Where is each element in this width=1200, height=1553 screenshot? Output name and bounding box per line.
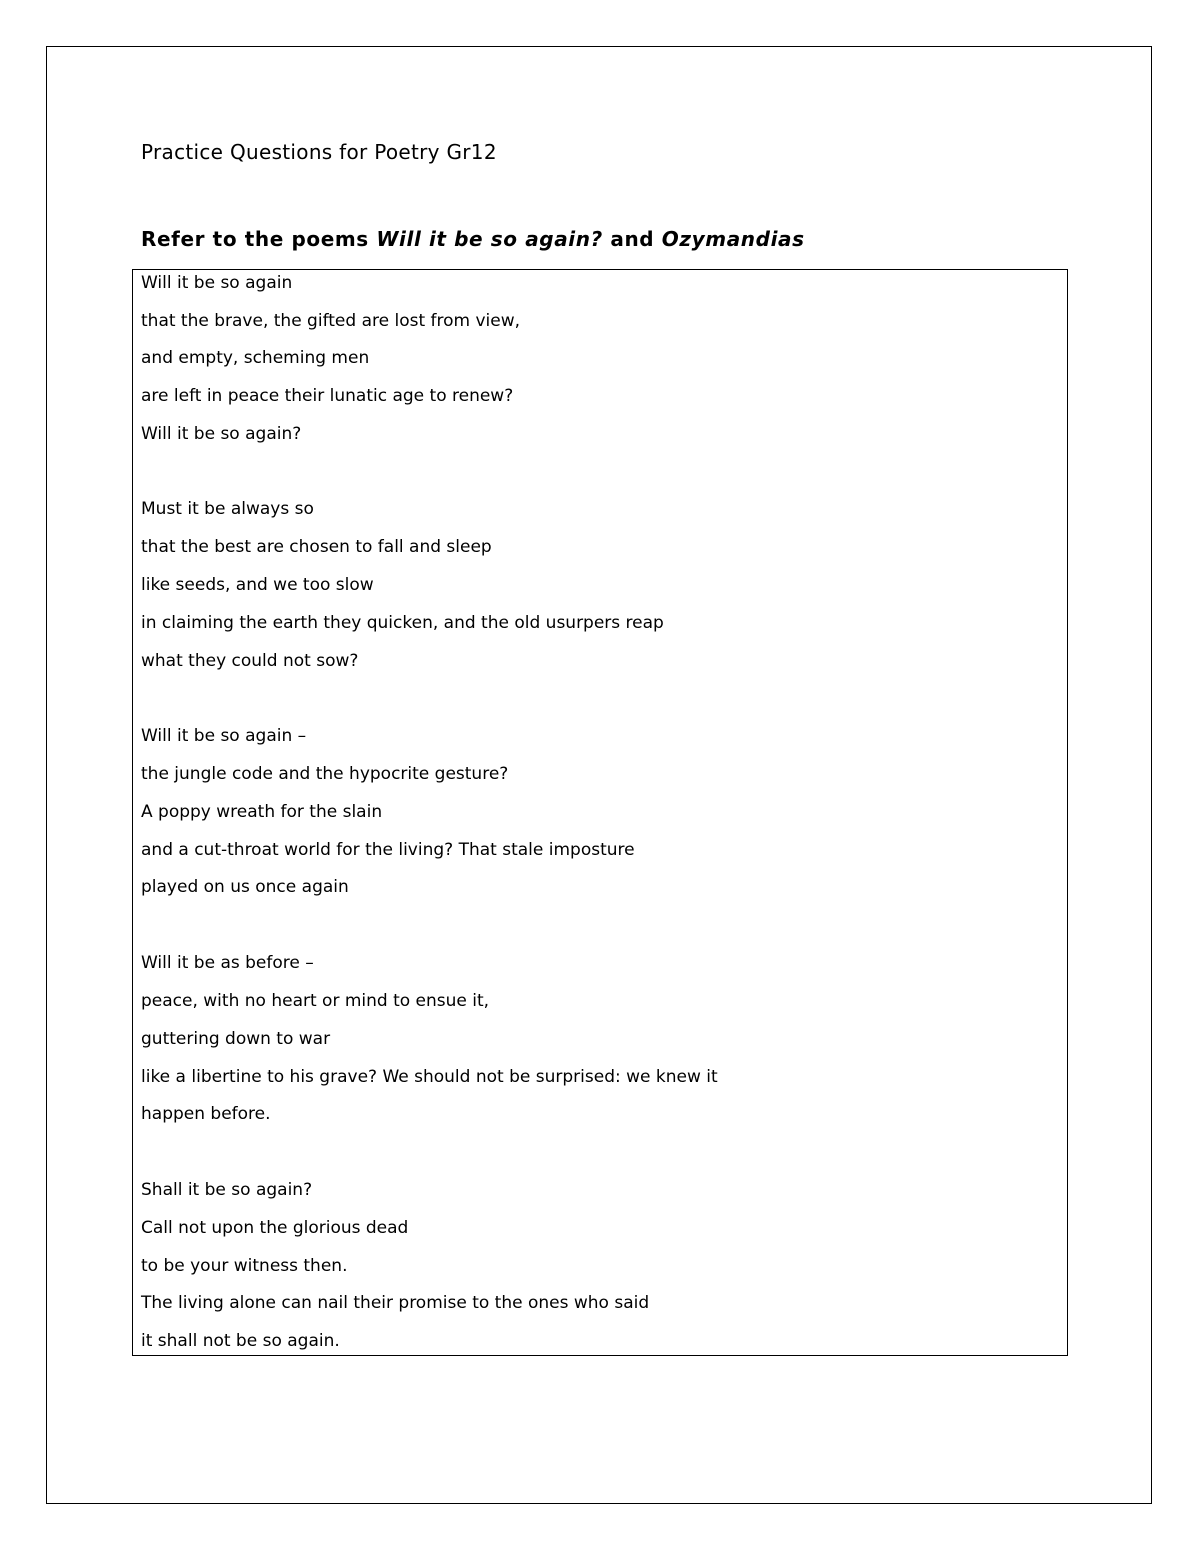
poem-line: like a libertine to his grave? We should not be surprised: we knew it	[141, 1067, 718, 1087]
poem-line: it shall not be so again.	[141, 1331, 340, 1351]
instruction-heading	[141, 227, 805, 251]
poem-line: in claiming the earth they quicken, and the old usurpers reap	[141, 613, 664, 633]
instruction-joiner: and	[602, 227, 662, 251]
poem-line: A poppy wreath for the slain	[141, 802, 383, 822]
poem-line: peace, with no heart or mind to ensue it,	[141, 991, 490, 1011]
poem-title-ozymandias: Ozymandias	[661, 227, 805, 251]
poem-line: guttering down to war	[141, 1029, 331, 1049]
document-title: Practice Questions for Poetry Gr12	[141, 140, 497, 164]
poem-line: The living alone can nail their promise to the ones who said	[141, 1293, 650, 1313]
poem-line: happen before.	[141, 1104, 271, 1124]
poem-line: Call not upon the glorious dead	[141, 1218, 409, 1238]
poem-title-will-it-be-so-again: Will it be so again?	[376, 227, 603, 251]
poem-line: Must it be always so	[141, 499, 314, 519]
poem-line: to be your witness then.	[141, 1256, 348, 1276]
poem-line: Will it be so again	[141, 273, 293, 293]
poem-line: like seeds, and we too slow	[141, 575, 374, 595]
poem-line: that the best are chosen to fall and sleep	[141, 537, 492, 557]
poem-line: played on us once again	[141, 877, 349, 897]
poem-line: Will it be so again?	[141, 424, 302, 444]
poem-line: Shall it be so again?	[141, 1180, 313, 1200]
poem-line: what they could not sow?	[141, 651, 359, 671]
poem-line: the jungle code and the hypocrite gesture?	[141, 764, 509, 784]
instruction-prefix: Refer to the poems	[141, 227, 377, 251]
poem-line: and empty, scheming men	[141, 348, 370, 368]
poem-line: are left in peace their lunatic age to renew?	[141, 386, 514, 406]
poem-line: Will it be as before –	[141, 953, 314, 973]
poem-line: that the brave, the gifted are lost from view,	[141, 311, 521, 331]
poem-line: Will it be so again –	[141, 726, 307, 746]
poem-line: and a cut-throat world for the living? That stale imposture	[141, 840, 635, 860]
